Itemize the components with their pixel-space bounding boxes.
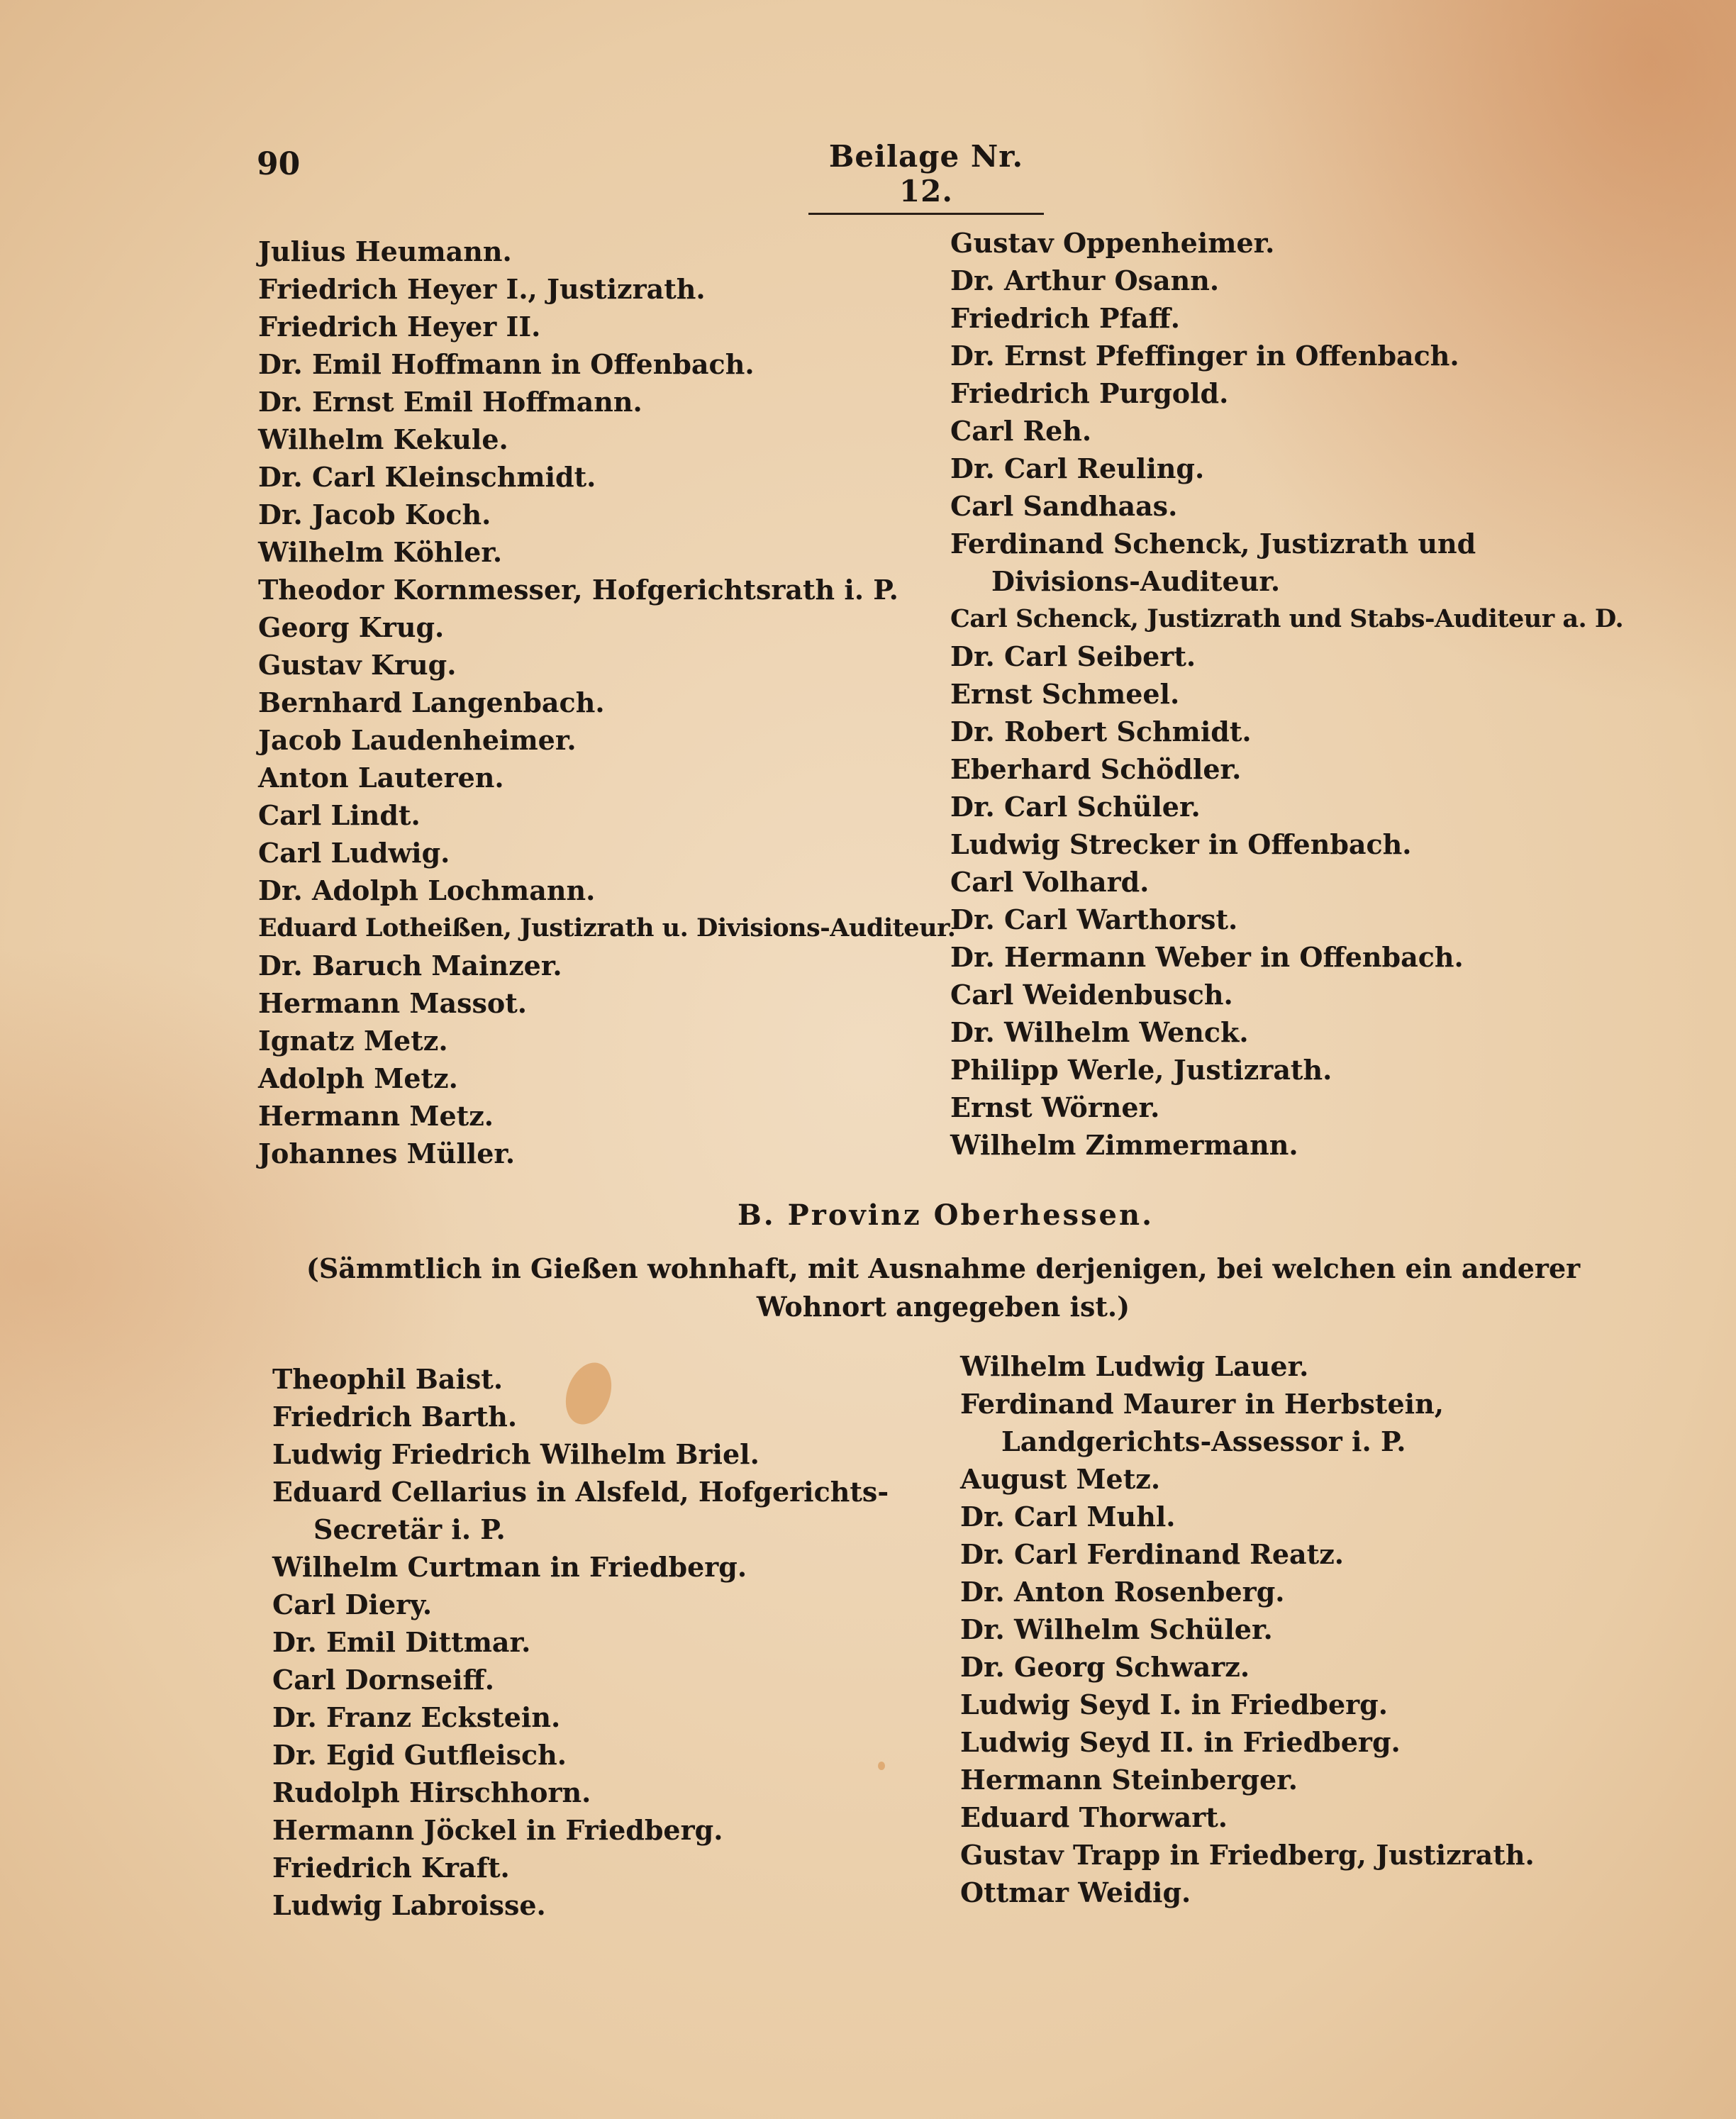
list-item: Friedrich Kraft.	[272, 1852, 510, 1884]
list-item: Dr. Robert Schmidt.	[950, 716, 1252, 747]
list-item: Hermann Massot.	[258, 987, 528, 1019]
list-item: Georg Krug.	[258, 611, 445, 643]
list-item: Dr. Anton Rosenberg.	[960, 1576, 1285, 1608]
list-item: Dr. Hermann Weber in Offenbach.	[950, 941, 1464, 973]
list-item: Johannes Müller.	[258, 1138, 516, 1169]
list-item: Dr. Wilhelm Schüler.	[960, 1613, 1273, 1645]
list-item: Ignatz Metz.	[258, 1025, 448, 1057]
list-item: Carl Sandhaas.	[950, 490, 1178, 522]
list-item: Anton Lauteren.	[258, 762, 504, 794]
list-item: Dr. Emil Dittmar.	[272, 1626, 531, 1658]
section-a-right-column	[950, 224, 1624, 1164]
running-head: Beilage Nr. 12.	[808, 139, 1044, 215]
list-item: Dr. Ernst Pfeffinger in Offenbach.	[950, 340, 1459, 372]
list-item: Dr. Carl Muhl.	[960, 1501, 1176, 1533]
list-item: Dr. Egid Gutfleisch.	[272, 1739, 567, 1771]
list-item: Julius Heumann.	[258, 235, 512, 267]
list-item: Carl Lindt.	[258, 799, 421, 831]
list-item: Dr. Georg Schwarz.	[960, 1651, 1250, 1683]
list-item: Friedrich Pfaff.	[950, 302, 1180, 334]
list-item: Dr. Carl Kleinschmidt.	[258, 461, 596, 493]
list-item: Dr. Jacob Koch.	[258, 499, 491, 530]
list-item: Carl Volhard.	[950, 866, 1150, 898]
list-item: Eduard Cellarius in Alsfeld, Hofgerichts-Secretär i. P.	[272, 1476, 889, 1545]
list-item: Wilhelm Köhler.	[258, 536, 503, 568]
list-item: Hermann Metz.	[258, 1100, 494, 1132]
list-item: Dr. Carl Warthorst.	[950, 903, 1238, 935]
list-item: Philipp Werle, Justizrath.	[950, 1054, 1332, 1086]
list-item: Ludwig Labroisse.	[272, 1889, 546, 1921]
list-item: Friedrich Purgold.	[950, 377, 1229, 409]
list-item: Wilhelm Zimmermann.	[950, 1129, 1298, 1161]
list-item: Carl Schenck, Justizrath und Stabs-Auditeur a. D.	[950, 604, 1624, 633]
list-item: Eduard Thorwart.	[960, 1801, 1228, 1833]
list-item: Carl Reh.	[950, 415, 1092, 447]
list-item: Carl Dornseiff.	[272, 1664, 494, 1696]
list-item: Dr. Ernst Emil Hoffmann.	[258, 386, 642, 418]
section-b-right-column	[960, 1347, 1627, 1911]
list-item: Friedrich Barth.	[272, 1401, 518, 1433]
list-item: Dr. Arthur Osann.	[950, 265, 1220, 296]
list-item: Ferdinand Schenck, Justizrath und Divisions-Auditeur.	[950, 528, 1476, 597]
list-item: Bernhard Langenbach.	[258, 686, 605, 718]
list-item: Wilhelm Kekule.	[258, 423, 508, 455]
list-item: Ernst Schmeel.	[950, 678, 1180, 710]
list-item: Hermann Steinberger.	[960, 1764, 1298, 1796]
page-number: 90	[257, 146, 301, 182]
list-item: Ludwig Strecker in Offenbach.	[950, 828, 1412, 860]
list-item: Friedrich Heyer I., Justizrath.	[258, 273, 706, 305]
list-item: Theodor Kornmesser, Hofgerichtsrath i. P.	[258, 574, 898, 606]
section-b-note: (Sämmtlich in Gießen wohnhaft, mit Ausnahme derjenigen, bei welchen ein anderer Wohnort angegeben ist.)	[306, 1252, 1581, 1323]
list-item: Theophil Baist.	[272, 1363, 503, 1395]
list-item: Ludwig Seyd I. in Friedberg.	[960, 1689, 1388, 1720]
list-item: Jacob Laudenheimer.	[258, 724, 577, 756]
list-item: Ferdinand Maurer in Herbstein, Landgerichts-Assessor i. P.	[960, 1388, 1444, 1457]
list-item: Ludwig Seyd II. in Friedberg.	[960, 1726, 1401, 1758]
list-item: Dr. Carl Reuling.	[950, 452, 1205, 484]
list-item: Gustav Trapp in Friedberg, Justizrath.	[960, 1839, 1535, 1871]
list-item: Wilhelm Ludwig Lauer.	[960, 1350, 1309, 1382]
list-item: Dr. Carl Seibert.	[950, 640, 1196, 672]
list-item: Ottmar Weidig.	[960, 1876, 1191, 1908]
list-item: Dr. Carl Schüler.	[950, 791, 1201, 823]
list-item: Dr. Wilhelm Wenck.	[950, 1016, 1249, 1048]
list-item: Hermann Jöckel in Friedberg.	[272, 1814, 723, 1846]
list-item: Wilhelm Curtman in Friedberg.	[272, 1551, 747, 1583]
list-item: Adolph Metz.	[258, 1062, 458, 1094]
section-a-left-column	[258, 233, 960, 1172]
list-item: Dr. Emil Hoffmann in Offenbach.	[258, 348, 755, 380]
list-item: Dr. Franz Eckstein.	[272, 1701, 561, 1733]
list-item: Eberhard Schödler.	[950, 753, 1242, 785]
list-item: Carl Weidenbusch.	[950, 979, 1233, 1011]
list-item: Rudolph Hirschhorn.	[272, 1776, 591, 1808]
list-item: Ernst Wörner.	[950, 1091, 1160, 1123]
list-item: Gustav Krug.	[258, 649, 457, 681]
list-item: Carl Ludwig.	[258, 837, 450, 869]
section-b-heading: B. Provinz Oberhessen.	[738, 1198, 1154, 1232]
list-item: Ludwig Friedrich Wilhelm Briel.	[272, 1438, 760, 1470]
section-b-left-column	[272, 1360, 946, 1924]
list-item: Dr. Baruch Mainzer.	[258, 950, 562, 981]
list-item: Carl Diery.	[272, 1589, 433, 1620]
list-item: Dr. Carl Ferdinand Reatz.	[960, 1538, 1345, 1570]
list-item: Eduard Lotheißen, Justizrath u. Divisions-Auditeur.	[258, 913, 956, 942]
list-item: Friedrich Heyer II.	[258, 311, 541, 343]
list-item: August Metz.	[960, 1463, 1161, 1495]
list-item: Dr. Adolph Lochmann.	[258, 874, 596, 906]
list-item: Gustav Oppenheimer.	[950, 227, 1275, 259]
